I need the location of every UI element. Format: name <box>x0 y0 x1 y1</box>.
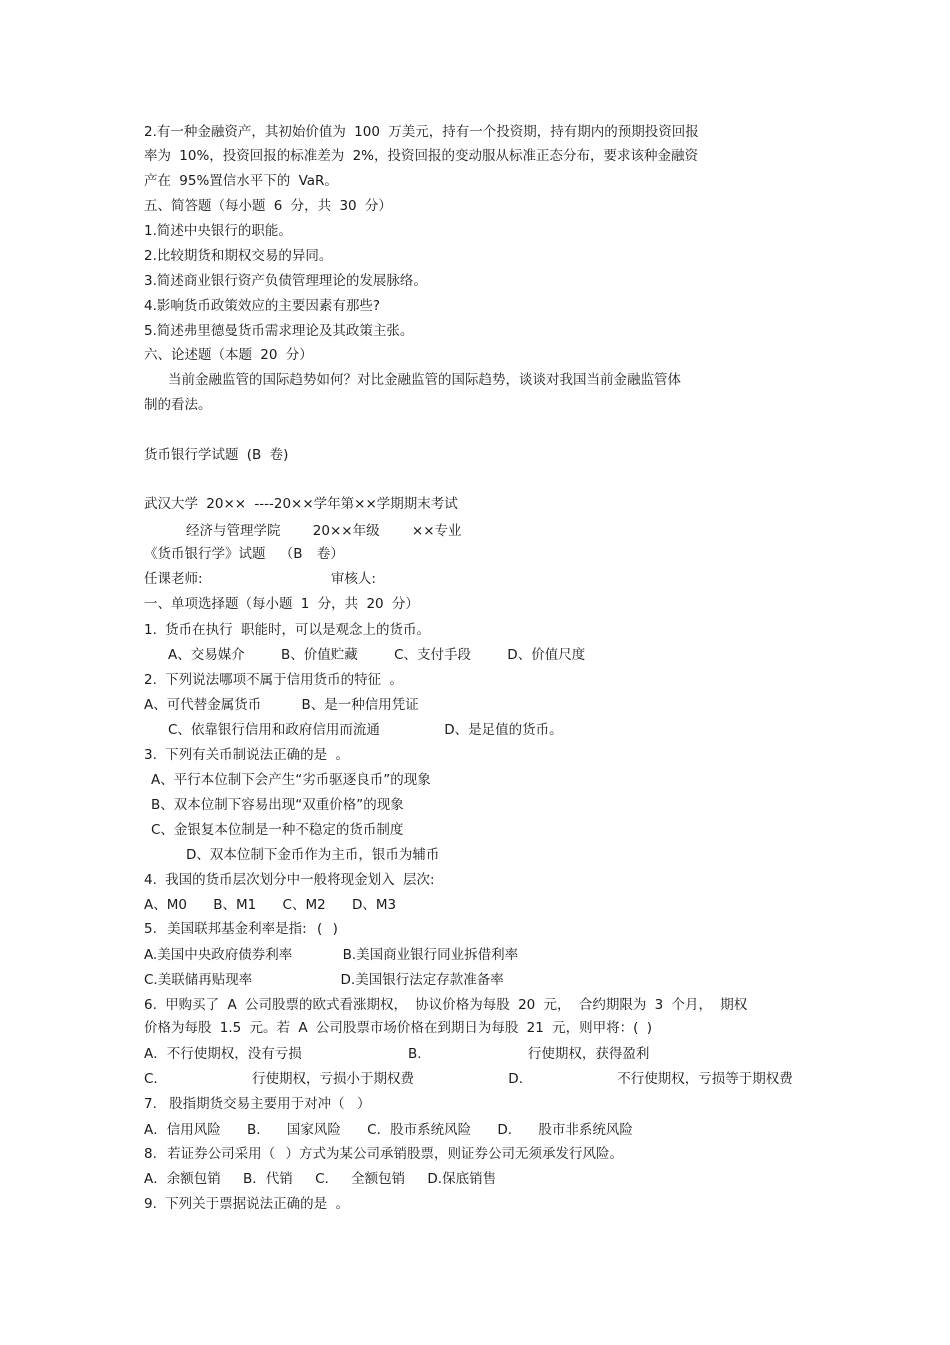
option-line: A.美国中央政府债券利率 B.美国商业银行同业拆借利率 <box>144 947 519 963</box>
essay-question: 当前金融监管的国际趋势如何？对比金融监管的国际趋势，谈谈对我国当前金融监管体 <box>168 372 681 388</box>
section-heading: 五、简答题（每小题 6 分，共 30 分） <box>144 198 392 214</box>
question: 4.影响货币政策效应的主要因素有那些? <box>144 298 381 314</box>
option-line: B、双本位制下容易出现“双重价格”的现象 <box>151 797 404 813</box>
option-line: D、双本位制下金币作为主币，银币为辅币 <box>186 847 440 863</box>
option-line: A．余额包销 B．代销 C. 全额包销 D.保底销售 <box>144 1171 497 1187</box>
question: 5. 美国联邦基金利率是指: ( ) <box>144 921 338 937</box>
text-line: 产在 95%置信水平下的 VaR。 <box>144 173 338 189</box>
question: 6. 甲购买了 A 公司股票的欧式看涨期权， 协议价格为每股 20 元， 合约期限为 3 个月， 期权 <box>144 997 748 1013</box>
option-line: C、金银复本位制是一种不稳定的货币制度 <box>151 822 404 838</box>
option-line: C.美联储再贴现率 D.美国银行法定存款准备率 <box>144 972 504 988</box>
exam-header: 《货币银行学》试题 （B 卷） <box>144 546 344 562</box>
exam-header: 任课老师: 审核人: <box>144 571 376 587</box>
option-line: A、平行本位制下会产生“劣币驱逐良币”的现象 <box>151 772 431 788</box>
question: 1.简述中央银行的职能。 <box>144 223 292 239</box>
question: 5.简述弗里德曼货币需求理论及其政策主张。 <box>144 323 414 339</box>
question: 2. 下列说法哪项不属于信用货币的特征 。 <box>144 672 403 688</box>
option-line: A．不行使期权，没有亏损 B. 行使期权，获得盈利 <box>144 1046 650 1062</box>
question: 1. 货币在执行 职能时，可以是观念上的货币。 <box>144 622 430 638</box>
option-line: A、M0 B、M1 C、M2 D、M3 <box>144 897 397 913</box>
option-line: A、交易媒介 B、价值贮藏 C、支付手段 D、价值尺度 <box>168 647 586 663</box>
essay-question: 制的看法。 <box>144 397 212 413</box>
exam-title: 货币银行学试题 (B 卷) <box>144 447 289 463</box>
question: 3.简述商业银行资产负债管理理论的发展脉络。 <box>144 273 427 289</box>
option-line: C. 行使期权，亏损小于期权费 D. 不行使期权，亏损等于期权费 <box>144 1071 793 1087</box>
question: 4. 我国的货币层次划分中一般将现金划入 层次: <box>144 872 435 888</box>
section-heading: 一、单项选择题（每小题 1 分，共 20 分） <box>144 596 419 612</box>
question: 2.比较期货和期权交易的异同。 <box>144 248 333 264</box>
question: 7. 股指期货交易主要用于对冲（ ） <box>144 1096 371 1112</box>
question: 3. 下列有关币制说法正确的是 。 <box>144 747 349 763</box>
text-line: 2.有一种金融资产，其初始价值为 100 万美元，持有一个投资期，持有期内的预期投资回报 <box>144 124 699 140</box>
option-line: A．信用风险 B. 国家风险 C．股市系统风险 D. 股市非系统风险 <box>144 1122 633 1138</box>
section-heading: 六、论述题（本题 20 分） <box>144 347 313 363</box>
question: 价格为每股 1.5 元。若 A 公司股票市场价格在到期日为每股 21 元，则甲将：( ) <box>144 1020 652 1036</box>
exam-header: 经济与管理学院 20××年级 ××专业 <box>186 523 462 539</box>
question: 9. 下列关于票据说法正确的是 。 <box>144 1196 349 1212</box>
exam-header: 武汉大学 20×× ----20××学年第××学期期末考试 <box>144 496 458 512</box>
text-line: 率为 10%，投资回报的标准差为 2%，投资回报的变动服从标准正态分布，要求该种金融资 <box>144 148 699 164</box>
question: 8. 若证券公司采用（ ）方式为某公司承销股票，则证券公司无须承发行风险。 <box>144 1146 623 1162</box>
option-line: A、可代替金属货币 B、是一种信用凭证 <box>144 697 419 713</box>
option-line: C、依靠银行信用和政府信用而流通 D、是足值的货币。 <box>168 722 563 738</box>
